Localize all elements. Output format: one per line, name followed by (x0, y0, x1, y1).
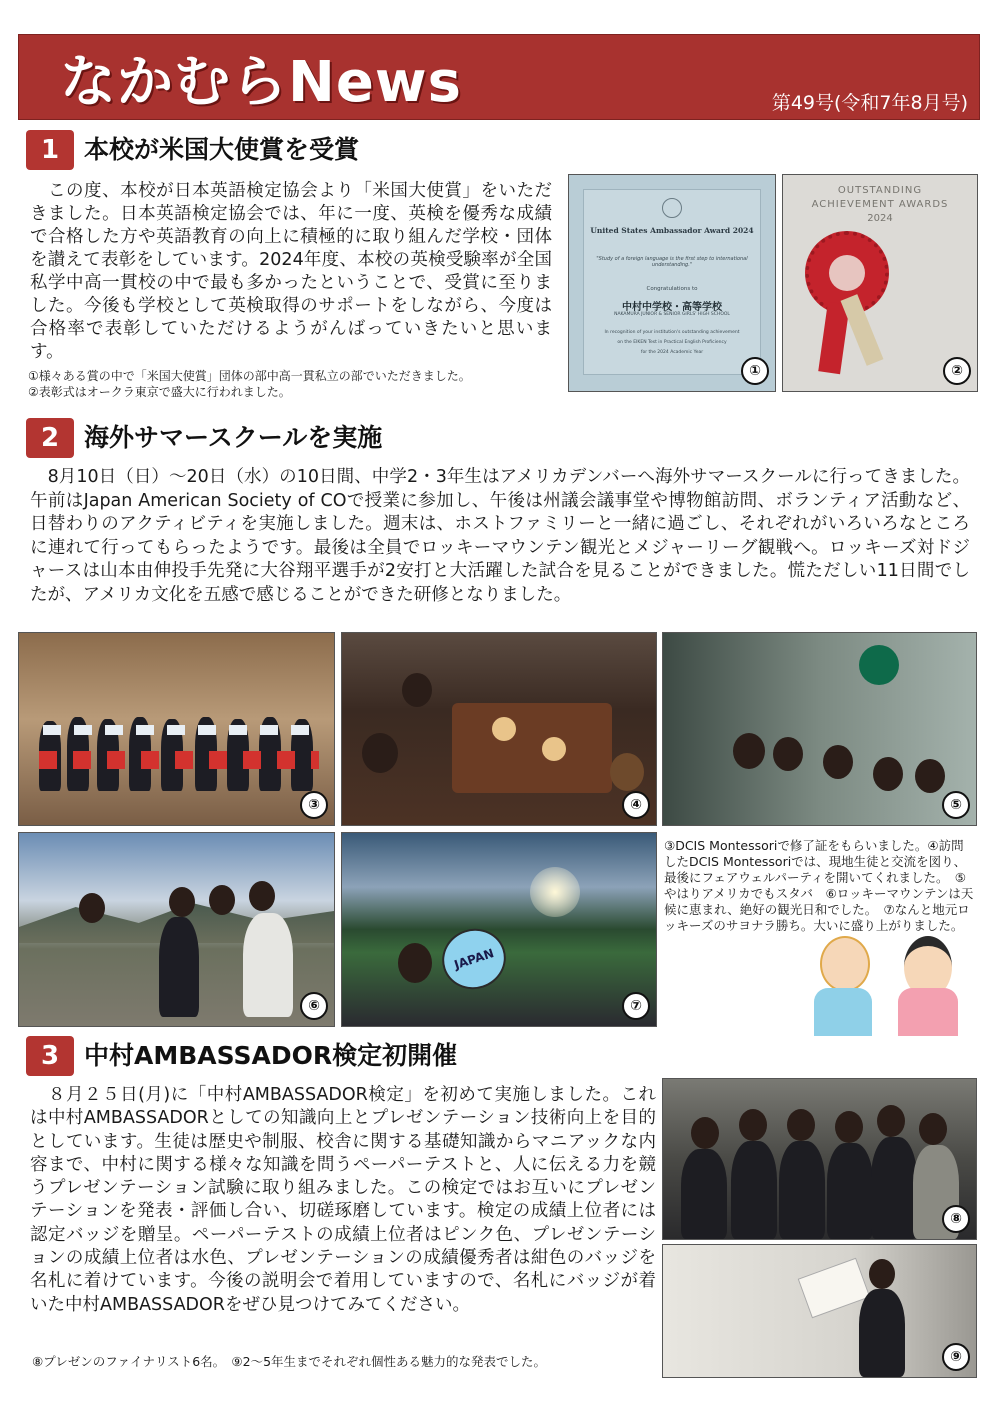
section-1-caption-1: ①様々ある賞の中で「米国大使賞」団体の部中高一貫私立の部でいただきました。 (28, 369, 471, 383)
photo-finalists (662, 1078, 977, 1240)
section-2-number: 2 (26, 418, 74, 458)
certificate-line-2: on the EIKEN Test in Practical English Proficiency (617, 340, 727, 345)
photo-number-8: ⑧ (942, 1205, 970, 1233)
photo-number-3: ③ (300, 791, 328, 819)
certificate-school: 中村中学校・高等学校 (622, 302, 722, 313)
section-3-caption: ⑧プレゼンのファイナリスト6名。 ⑨2～5年生までそれぞれ個性ある魅力的な発表でした。 (32, 1354, 547, 1369)
section-3-title: 中村AMBASSADOR検定初開催 (84, 1041, 458, 1070)
photo-presentation (662, 1244, 977, 1378)
photo-number-2: ② (943, 357, 971, 385)
photo-starbucks (662, 632, 977, 826)
section-1-body: この度、本校が日本英語検定協会より「米国大使賞」をいただきました。日本英語検定協会では、年に一度、英検を優秀な成績で合格した方や英語教育の向上に積極的に取り組んだ学校・団体を讃えて表彰をしています。2024年度、本校の英検受験率が全国私学中高一貫校の中で最も多かったということで、受賞に至りました。今後も学校として英検取得のサポートをしながら、今度は合格率で表彰していただけるようがんばっていきたいと思います。 (30, 181, 552, 362)
section-3-body: ８月２５日(月)に「中村AMBASSADOR検定」を初めて実施しました。これは中村AMBASSADORとしての知識向上とプレゼンテーション技術向上を目的としています。生徒は歴史や制服、校舎に関する基礎知識からマニアックな内容まで、中村に関する様々な知識を問うペーパーテストと、人に伝える力を競うプレゼンテーション試験に取り組みました。この検定ではお互いにプレゼンテーションを発表・評価し合い、切磋琢磨しています。検定の成績上位者には認定バッジを贈呈。ペーパーテストの成績上位者はピンク色、プレゼンテーションの成績上位者は水色、プレゼンテーションの成績優秀者は紺色のバッジを名札に着けています。今後の説明会で着用していますので、名札にバッジが着いた中村AMBASSADORをぜひ見つけてみてください。 (30, 1085, 656, 1315)
certificate-heading: United States Ambassador Award 2024 (590, 226, 754, 235)
section-2-title: 海外サマースクールを実施 (84, 423, 383, 452)
section-2-body: 8月10日（日）～20日（水）の10日間、中学2・3年生はアメリカデンバーへ海外サマースクールに行ってきました。午前はJapan American Society of COで授業に参加し、午後は州議会議事堂や博物館訪問、ボランティア活動など、日替わりのアクティビティを実施しました。週末は、ホストファミリーと一緒に過ごし、それぞれがいろいろなところに連れて行ってもらったようです。最後は全員でロッキーマウンテン観光とメジャーリーグ観戦へ。ロッキーズ対ドジャースは山本由伸投手先発に大谷翔平選手が2安打と大活躍した試合を見ることができました。慌ただしい11日間でしたが、アメリカ文化を五感で感じることができた研修となりました。 (30, 467, 970, 605)
conversation-illustration (806, 930, 978, 1038)
section-3-number: 3 (26, 1036, 74, 1076)
certificate-quote: "Study of a foreign language is the first step to international understanding." (596, 256, 748, 268)
photo-award-rosette (782, 174, 978, 392)
photo-rocky-mountains (18, 832, 335, 1027)
section-1-title: 本校が米国大使賞を受賞 (84, 135, 360, 164)
rosette-text-3: 2024 (867, 213, 893, 224)
photo-award-certificate (568, 174, 776, 392)
certificate-congrats: Congratulations to (646, 286, 698, 292)
rosette-text-2: ACHIEVEMENT AWARDS (811, 199, 949, 210)
section-2-caption: ③DCIS Montessoriで修了証をもらいました。④訪問したDCIS Montessoriでは、現地生徒と交流を図り、最後にフェアウェルパーティを開いてくれました。 ⑤やはりアメリカでもスタバ ⑥ロッキーマウンテンは天候に恵まれ、絶好の観光日和でした。 ⑦なんと地元ロッキーズのサヨナラ勝ち。大いに盛り上がりました。 (664, 838, 974, 933)
photo-number-7: ⑦ (622, 992, 650, 1020)
certificate-school-en: NAKAMURA JUNIOR & SENIOR GIRLS' HIGH SCHOOL (614, 312, 730, 317)
rosette-text-1: OUTSTANDING (837, 185, 923, 196)
sun-icon (530, 867, 580, 917)
photo-farewell-party (341, 632, 657, 826)
japan-sign: JAPAN (434, 921, 513, 998)
photo-number-9: ⑨ (942, 1343, 970, 1371)
photo-number-4: ④ (622, 791, 650, 819)
newsletter-title: なかむらNews (60, 50, 462, 115)
issue-number: 第49号(令和7年8月号) (771, 92, 968, 114)
starbucks-logo-icon (859, 645, 899, 685)
photo-baseball-game (341, 832, 657, 1027)
certificate-line-3: for the 2024 Academic Year (640, 350, 704, 355)
photo-number-1: ① (741, 357, 769, 385)
section-1-number: 1 (26, 130, 74, 170)
certificate-line-1: In recognition of your institution's outstanding achievement (604, 330, 740, 335)
seal-icon (662, 198, 682, 218)
photo-number-5: ⑤ (942, 791, 970, 819)
photo-number-6: ⑥ (300, 992, 328, 1020)
section-1-caption-2: ②表彰式はオークラ東京で盛大に行われました。 (28, 385, 291, 399)
photo-certificates (18, 632, 335, 826)
